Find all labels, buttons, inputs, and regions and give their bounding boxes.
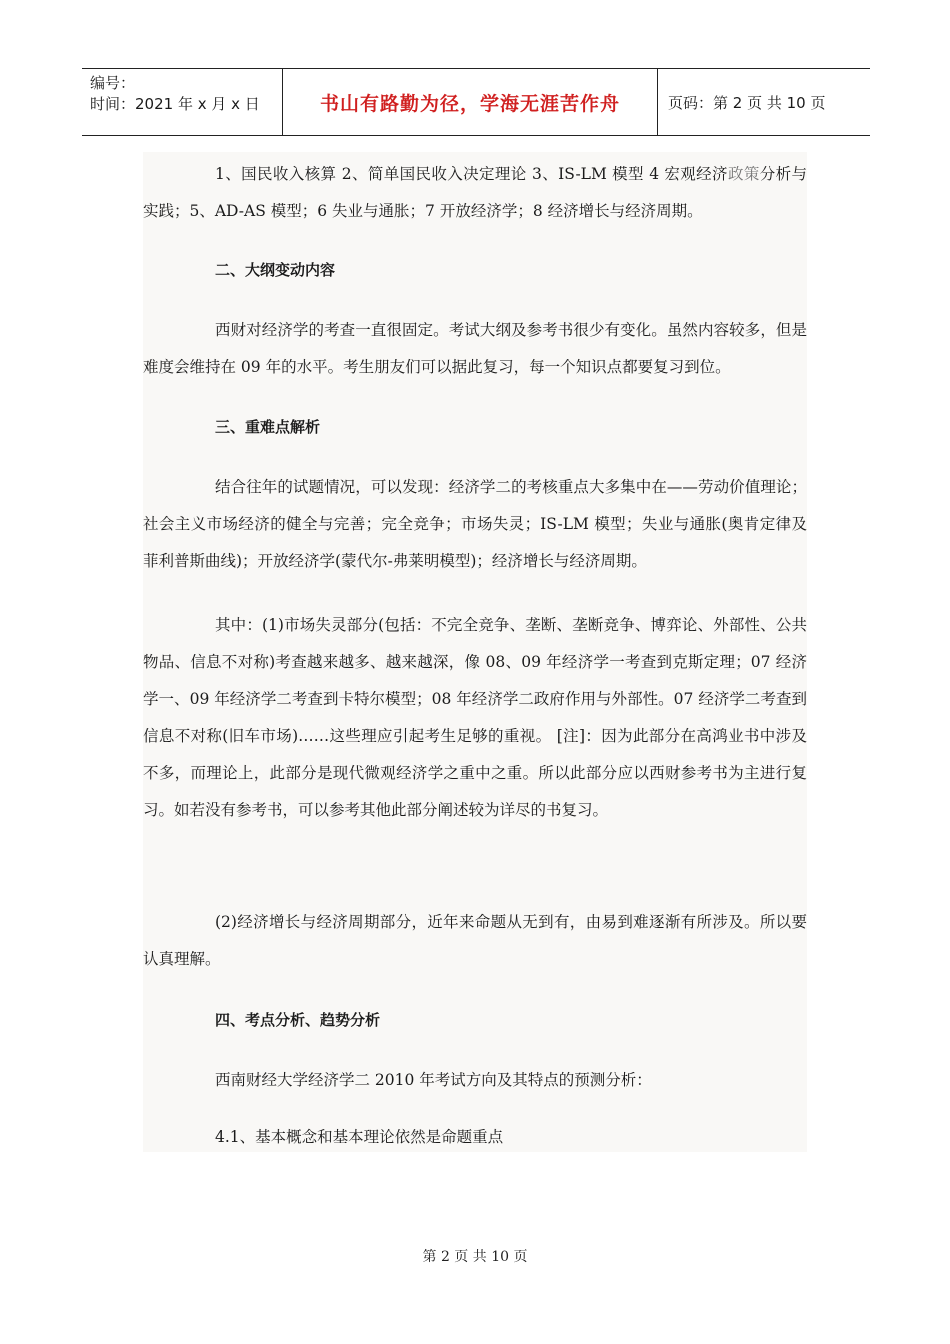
header-meta: [82, 69, 283, 135]
header-page-label: 页码：第 2 页 共 10 页: [668, 93, 826, 112]
paragraph-syllabus-changes: 西财对经济学的考查一直很固定。考试大纲及参考书很少有变化。虽然内容较多，但是难度会维持在 09 年的水平。考生朋友们可以据此复习，每一个知识点都要复习到位。: [143, 321, 807, 376]
document-time-label: 时间：2021 年 x 月 x 日: [90, 95, 260, 113]
paragraph-growth-cycles: (2)经济增长与经济周期部分，近年来命题从无到有，由易到难逐渐有所涉及。所以要认真理解。: [143, 913, 807, 968]
section-heading-2: 二、大纲变动内容: [215, 261, 336, 279]
document-body: [143, 152, 807, 1152]
paragraph-forecast: 西南财经大学经济学二 2010 年考试方向及其特点的预测分析：: [215, 1071, 652, 1089]
paragraph-market-failure: 其中：(1)市场失灵部分(包括：不完全竞争、垄断、垄断竞争、博弈论、外部性、公共物品、信息不对称)考查越来越多、越来越深，像 08、09 年经济学一考查到克斯定理；07 经济学一、09 年经济学二考查到卡特尔模型；08 年经济学二政府作用与外部性。07 经济学二考查到信息不对称(旧车市场)……这些理应引起考生足够的重视。 [注]：因为此部分在高鸿业书中涉及不多，而理论上，此部分是现代微观经济学之重中之重。所以此部分应以西财参考书为主进行复习。如若没有参考书，可以参考其他此部分阐述较为详尽的书复习。: [143, 616, 807, 819]
paragraph-key-points: 结合往年的试题情况，可以发现：经济学二的考核重点大多集中在——劳动价值理论；社会主义市场经济的健全与完善；完全竞争；市场失灵；IS-LM 模型；失业与通胀(奥肯定律及菲利普斯曲线)；开放经济学(蒙代尔-弗莱明模型)；经济增长与经济周期。: [143, 478, 807, 570]
header-motto: 书山有路勤为径，学海无涯苦作舟: [283, 69, 658, 135]
page-footer: 第 2 页 共 10 页: [422, 1249, 528, 1265]
document-number-label: 编号：: [90, 74, 136, 92]
page-header: [82, 68, 870, 136]
section-heading-4: 四、考点分析、趋势分析: [215, 1011, 381, 1029]
paragraph-4-1: 4.1、基本概念和基本理论依然是命题重点: [215, 1128, 504, 1146]
paragraph-topics: 1、国民收入核算 2、简单国民收入决定理论 3、IS-LM 模型 4 宏观经济政策分析与实践；5、AD-AS 模型；6 失业与通胀；7 开放经济学；8 经济增长与经济周期。: [143, 165, 807, 220]
highlighted-word: 政策: [727, 165, 760, 183]
section-heading-3: 三、重难点解析: [215, 418, 321, 436]
